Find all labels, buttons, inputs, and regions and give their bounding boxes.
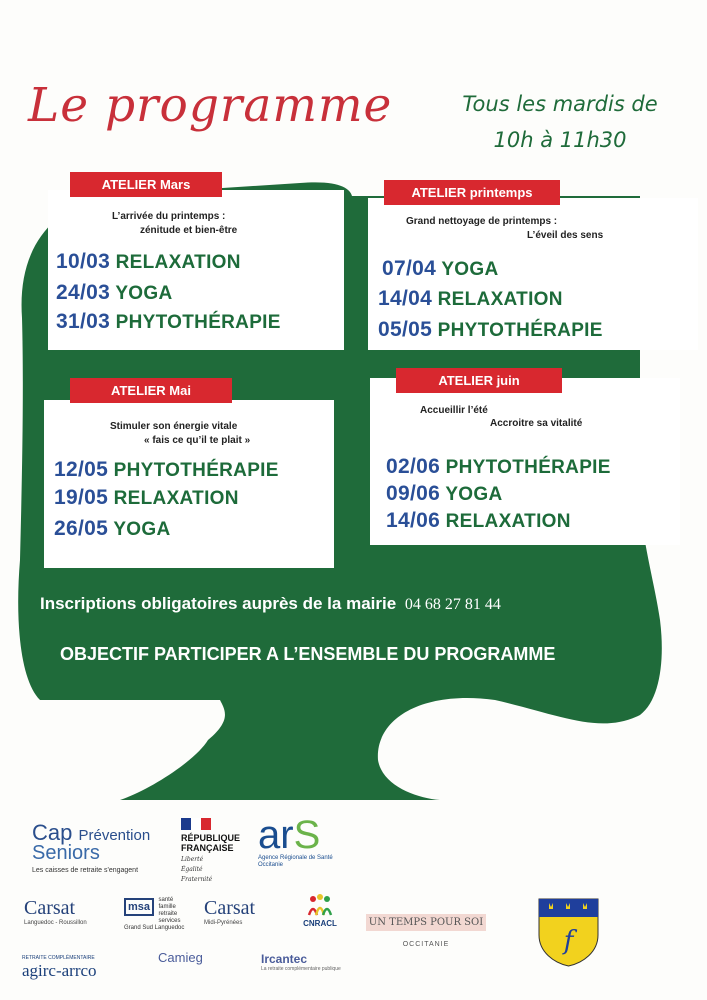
atelier-juin-theme-2: Accroitre sa vitalité [490, 418, 583, 429]
session-activity: RELAXATION [115, 252, 241, 273]
session-date: 09/06 [386, 482, 441, 505]
cnracl-wordmark: CNRACL [303, 919, 337, 928]
tps-wordmark: UN TEMPS POUR SOI [366, 914, 486, 931]
ars-letters: ar [258, 813, 294, 857]
rf-motto-2: Égalité [181, 866, 203, 873]
session-activity: RELAXATION [445, 511, 571, 532]
camieg-wordmark: Camieg [158, 950, 203, 965]
ars-logo [258, 815, 348, 875]
people-icon [305, 893, 335, 917]
msa-wordmark: msa [124, 898, 154, 916]
session-date: 14/04 [378, 287, 433, 310]
session-date: 26/05 [54, 517, 109, 540]
ars-subtitle: Agence Régionale de Santé [258, 855, 333, 861]
session-date: 05/05 [378, 318, 433, 341]
session-date: 10/03 [56, 250, 111, 273]
crest-letter: f [563, 926, 574, 956]
session-date: 24/03 [56, 281, 111, 304]
page-title: Le programme [28, 78, 393, 133]
mairie-phone: 04 68 27 81 44 [404, 596, 501, 613]
agirc-arrco-logo [22, 955, 97, 981]
atelier-printemps-theme-2: L’éveil des sens [527, 230, 604, 241]
session-date: 19/05 [54, 486, 109, 509]
session-date: 12/05 [54, 458, 109, 481]
msa-region: Grand Sud Languedoc [124, 925, 185, 931]
schedule-line-1: Tous les mardis de [462, 92, 658, 116]
carsat-region: Languedoc - Roussillon [24, 920, 87, 926]
seniors-word: Seniors [32, 842, 100, 864]
rf-motto-3: Fraternité [181, 876, 213, 883]
ircantec-logo [261, 952, 341, 972]
un-temps-pour-soi-logo [366, 914, 486, 948]
cap-prevention-seniors-logo [32, 820, 162, 878]
tricolor-flag-icon [181, 818, 211, 830]
cap-tagline: Les caisses de retraite s'engagent [32, 867, 139, 874]
rf-motto-1: Liberté [181, 856, 204, 863]
coat-of-arms-icon [537, 897, 600, 967]
inscriptions-label: Inscriptions obligatoires auprès de la mairie [40, 594, 397, 613]
atelier-mars-tag: ATELIER Mars [70, 172, 222, 197]
session-activity: YOGA [113, 519, 171, 540]
session-row [54, 458, 279, 482]
cnracl-logo [300, 893, 340, 928]
atelier-mai-theme-1: Stimuler son énergie vitale [110, 421, 238, 432]
msa-logo [124, 897, 194, 943]
session-date: 14/06 [386, 509, 441, 532]
municipal-crest-logo [537, 897, 600, 967]
session-row [378, 287, 563, 311]
atelier-mai-tag: ATELIER Mai [70, 378, 232, 403]
session-activity: PHYTOTHÉRAPIE [113, 460, 279, 481]
rf-line-1: RÉPUBLIQUE [181, 833, 241, 843]
session-activity: YOGA [115, 283, 173, 304]
session-activity: PHYTOTHÉRAPIE [115, 312, 281, 333]
ircantec-wordmark: Ircantec [261, 952, 308, 966]
ars-region: Occitanie [258, 862, 284, 868]
session-row [378, 318, 603, 342]
msa-tagline: santé famille retraite services [158, 897, 181, 924]
session-row [386, 482, 502, 506]
carsat-wordmark: Carsat [204, 897, 256, 919]
atelier-juin-tag: ATELIER juin [396, 368, 562, 393]
session-row [386, 509, 571, 533]
session-row [54, 486, 239, 510]
carsat-languedoc-logo [24, 897, 87, 926]
session-activity: YOGA [441, 259, 499, 280]
session-activity: PHYTOTHÉRAPIE [437, 320, 603, 341]
atelier-mars-theme-2: zénitude et bien-être [140, 225, 238, 236]
schedule-line-2: 10h à 11h30 [493, 128, 627, 152]
carsat-midi-pyrenees-logo [204, 897, 255, 926]
ircantec-tagline: La retraite complémentaire publique [261, 966, 341, 972]
camieg-logo [158, 950, 203, 965]
session-activity: PHYTOTHÉRAPIE [445, 457, 611, 478]
atelier-juin-theme-1: Accueillir l’été [420, 405, 488, 416]
session-row [54, 517, 170, 541]
session-row [382, 257, 498, 281]
ars-s-letter: S [293, 813, 321, 857]
atelier-mars-theme-1: L’arrivée du printemps : [112, 211, 226, 222]
atelier-mai-theme-2: « fais ce qu’il te plait » [144, 435, 251, 446]
carsat-region: Midi-Pyrénées [204, 920, 243, 926]
session-activity: RELAXATION [113, 488, 239, 509]
session-activity: YOGA [445, 484, 503, 505]
prevention-word: Prévention [78, 827, 151, 844]
session-date: 07/04 [382, 257, 437, 280]
republique-francaise-logo [181, 818, 251, 883]
atelier-printemps-theme-1: Grand nettoyage de printemps : [406, 216, 558, 227]
schedule-subtitle [440, 86, 680, 158]
session-row [56, 310, 281, 334]
session-row [56, 250, 241, 274]
session-activity: RELAXATION [437, 289, 563, 310]
session-row [386, 455, 611, 479]
cap-word: Cap [32, 820, 73, 845]
inscriptions-text [40, 594, 501, 614]
session-date: 31/03 [56, 310, 111, 333]
objectif-text: OBJECTIF PARTICIPER A L’ENSEMBLE DU PROGRAMME [60, 644, 556, 664]
rf-line-2: FRANÇAISE [181, 843, 234, 853]
atelier-printemps-tag: ATELIER printemps [384, 180, 560, 205]
tps-region: OCCITANIE [402, 941, 450, 948]
agirc-tagline: RETRAITE COMPLÉMENTAIRE [22, 955, 95, 961]
agirc-wordmark: agirc-arrco [22, 961, 97, 980]
session-row [56, 281, 172, 305]
session-date: 02/06 [386, 455, 441, 478]
carsat-wordmark: Carsat [24, 897, 76, 919]
